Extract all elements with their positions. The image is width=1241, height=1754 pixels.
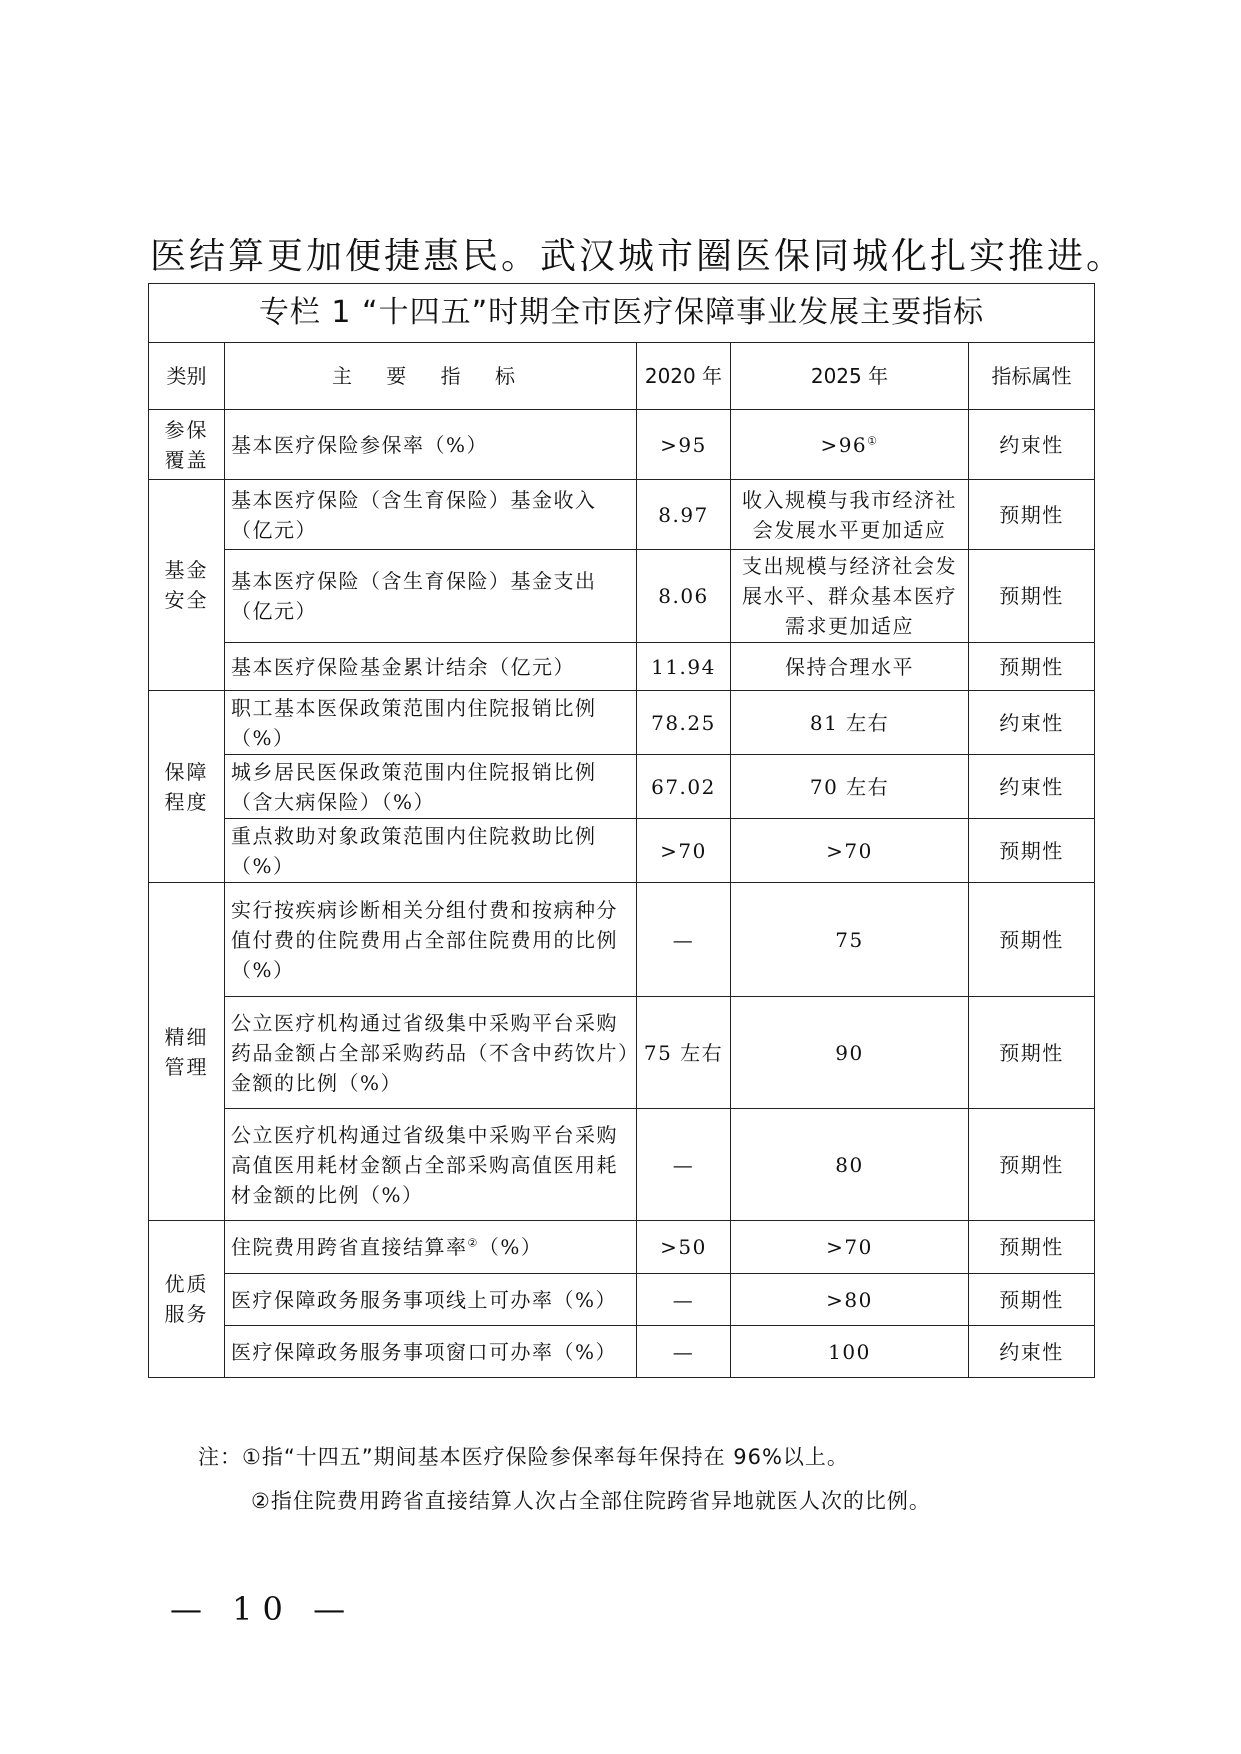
table-row — [149, 883, 1095, 997]
indicator-cell: 基本医疗保险参保率（%） — [225, 410, 637, 480]
value-2020-cell: 75 左右 — [637, 997, 731, 1109]
value-2020-cell: — — [637, 1109, 731, 1221]
attribute-cell: 约束性 — [969, 1326, 1095, 1378]
header-2025: 2025 年 — [731, 343, 969, 410]
attribute-cell: 预期性 — [969, 643, 1095, 691]
footnote-mark-1: ① — [867, 433, 879, 447]
table-row — [149, 1326, 1095, 1378]
indicator-cell: 重点救助对象政策范围内住院救助比例（%） — [225, 819, 637, 883]
category-cell: 优质服务 — [149, 1221, 225, 1378]
value-2020-cell: >95 — [637, 410, 731, 480]
value-2020-cell: 11.94 — [637, 643, 731, 691]
table-row — [149, 550, 1095, 643]
indicator-cell: 医疗保障政务服务事项线上可办率（%） — [225, 1274, 637, 1326]
indicator-cell: 公立医疗机构通过省级集中采购平台采购高值医用耗材金额占全部采购高值医用耗材金额的比例（%） — [225, 1109, 637, 1221]
header-category: 类别 — [149, 343, 225, 410]
table-row — [149, 819, 1095, 883]
table-row — [149, 1221, 1095, 1274]
header-attribute: 指标属性 — [969, 343, 1095, 410]
category-cell: 参保覆盖 — [149, 410, 225, 480]
attribute-cell: 预期性 — [969, 997, 1095, 1109]
note-1: 注：①指“十四五”期间基本医疗保险参保率每年保持在 96%以上。 — [198, 1445, 849, 1469]
indicator-cell: 城乡居民医保政策范围内住院报销比例（含大病保险）（%） — [225, 755, 637, 819]
indicator-cell: 公立医疗机构通过省级集中采购平台采购药品金额占全部采购药品（不含中药饮片）金额的比例（%） — [225, 997, 637, 1109]
value-2020-cell: 78.25 — [637, 691, 731, 755]
category-cell: 基金安全 — [149, 480, 225, 691]
attribute-cell: 预期性 — [969, 1274, 1095, 1326]
table-notes — [198, 1435, 1098, 1523]
value-2020-cell: >50 — [637, 1221, 731, 1274]
lead-paragraph: 医结算更加便捷惠民。武汉城市圈医保同城化扎实推进。 — [150, 236, 1126, 277]
table-row — [149, 1109, 1095, 1221]
attribute-cell: 预期性 — [969, 1221, 1095, 1274]
attribute-cell: 预期性 — [969, 819, 1095, 883]
value-2025-cell: 80 — [731, 1109, 969, 1221]
value-2025-cell: 90 — [731, 997, 969, 1109]
indicator-cell: 基本医疗保险基金累计结余（亿元） — [225, 643, 637, 691]
indicator-text: 住院费用跨省直接结算率 — [231, 1235, 468, 1259]
value-2020-cell: 8.06 — [637, 550, 731, 643]
attribute-cell: 预期性 — [969, 550, 1095, 643]
value-2025-cell: 100 — [731, 1326, 969, 1378]
value-2025-cell: >70 — [731, 1221, 969, 1274]
category-cell: 保障程度 — [149, 691, 225, 883]
table-row — [149, 1274, 1095, 1326]
category-cell: 精细管理 — [149, 883, 225, 1221]
table-row — [149, 410, 1095, 480]
indicator-suffix: （%） — [478, 1235, 543, 1259]
attribute-cell: 预期性 — [969, 883, 1095, 997]
value-2025-cell: >70 — [731, 819, 969, 883]
page-number: — 10 — — [170, 1590, 356, 1628]
attribute-cell: 约束性 — [969, 410, 1095, 480]
indicator-cell: 基本医疗保险（含生育保险）基金支出（亿元） — [225, 550, 637, 643]
value-2025-cell: >80 — [731, 1274, 969, 1326]
value-2025-cell: 81 左右 — [731, 691, 969, 755]
value-2020-cell: >70 — [637, 819, 731, 883]
value-2025-text: >96 — [820, 432, 868, 457]
indicator-table — [148, 283, 1095, 1378]
indicator-cell: 医疗保障政务服务事项窗口可办率（%） — [225, 1326, 637, 1378]
indicator-cell: 职工基本医保政策范围内住院报销比例（%） — [225, 691, 637, 755]
indicator-cell: 基本医疗保险（含生育保险）基金收入（亿元） — [225, 480, 637, 550]
indicator-cell — [225, 1221, 637, 1274]
table-row — [149, 691, 1095, 755]
value-2025-cell: 70 左右 — [731, 755, 969, 819]
table-row — [149, 997, 1095, 1109]
header-2020: 2020 年 — [637, 343, 731, 410]
value-2020-cell: 8.97 — [637, 480, 731, 550]
value-2025-cell — [731, 410, 969, 480]
indicator-cell: 实行按疾病诊断相关分组付费和按病种分值付费的住院费用占全部住院费用的比例（%） — [225, 883, 637, 997]
table-row — [149, 643, 1095, 691]
value-2020-cell: — — [637, 1326, 731, 1378]
value-2025-cell: 保持合理水平 — [731, 643, 969, 691]
attribute-cell: 约束性 — [969, 691, 1095, 755]
table-row — [149, 755, 1095, 819]
value-2025-cell: 收入规模与我市经济社会发展水平更加适应 — [731, 480, 969, 550]
value-2020-cell: 67.02 — [637, 755, 731, 819]
header-indicator: 主 要 指 标 — [225, 343, 637, 410]
attribute-cell: 约束性 — [969, 755, 1095, 819]
note-2: ②指住院费用跨省直接结算人次占全部住院跨省异地就医人次的比例。 — [251, 1489, 931, 1513]
attribute-cell: 预期性 — [969, 1109, 1095, 1221]
footnote-mark-2: ② — [467, 1236, 479, 1250]
value-2025-cell: 支出规模与经济社会发展水平、群众基本医疗需求更加适应 — [731, 550, 969, 643]
table-header-row — [149, 343, 1095, 410]
table-title: 专栏 1 “十四五”时期全市医疗保障事业发展主要指标 — [149, 284, 1095, 343]
attribute-cell: 预期性 — [969, 480, 1095, 550]
value-2025-cell: 75 — [731, 883, 969, 997]
value-2020-cell: — — [637, 883, 731, 997]
value-2020-cell: — — [637, 1274, 731, 1326]
table-row — [149, 480, 1095, 550]
